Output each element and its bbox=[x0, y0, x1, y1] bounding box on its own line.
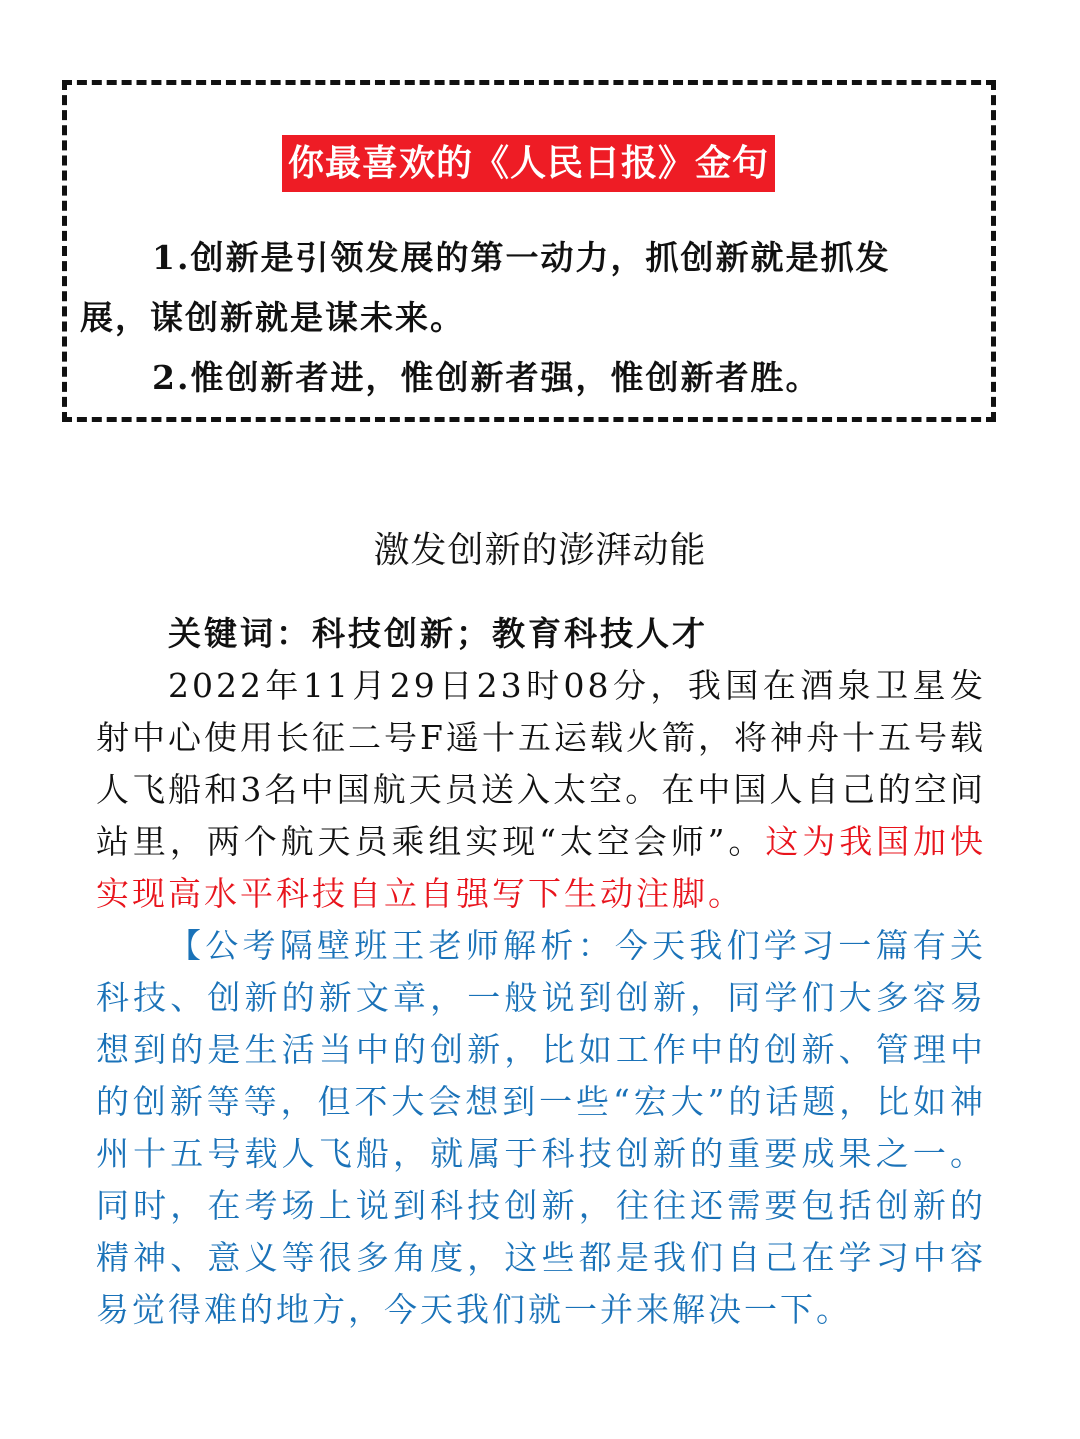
quote-list bbox=[80, 228, 960, 408]
article-title: 激发创新的澎湃动能 bbox=[373, 530, 707, 571]
paragraph-1-highlight: 这为我国加快实现高水平科技自立自强写下生动注脚。 bbox=[96, 822, 986, 913]
quote-item-2: 2.惟创新者进，惟创新者强，惟创新者胜。 bbox=[152, 358, 821, 397]
analysis-paragraph: 【公考隔壁班王老师解析：今天我们学习一篇有关科技、创新的新文章，一般说到创新，同学们大多容易想到的是生活当中的创新，比如工作中的创新、管理中的创新等等，但不大会想到一些“宏大”的话题，比如神州十五号载人飞船，就属于科技创新的重要成果之一。同时，在考场上说到科技创新，往往还需要包括创新的精神、意义等很多角度，这些都是我们自己在学习中容易觉得难的地方，今天我们就一并来解决一下。 bbox=[96, 926, 986, 1329]
quote-title: 你最喜欢的《人民日报》金句 bbox=[282, 135, 775, 192]
paragraph-1 bbox=[96, 660, 986, 920]
keywords: 关键词：科技创新；教育科技人才 bbox=[168, 614, 708, 653]
paragraph-1-text: 2022年11月29日23时08分，我国在酒泉卫星发射中心使用长征二号F遥十五运载火箭，将神舟十五号载人飞船和3名中国航天员送入太空。在中国人自己的空间站里，两个航天员乘组实现“太空会师”。 bbox=[96, 666, 986, 861]
article-body bbox=[96, 608, 986, 1336]
quote-item-1: 1.创新是引领发展的第一动力，抓创新就是抓发展，谋创新就是谋未来。 bbox=[80, 238, 891, 337]
